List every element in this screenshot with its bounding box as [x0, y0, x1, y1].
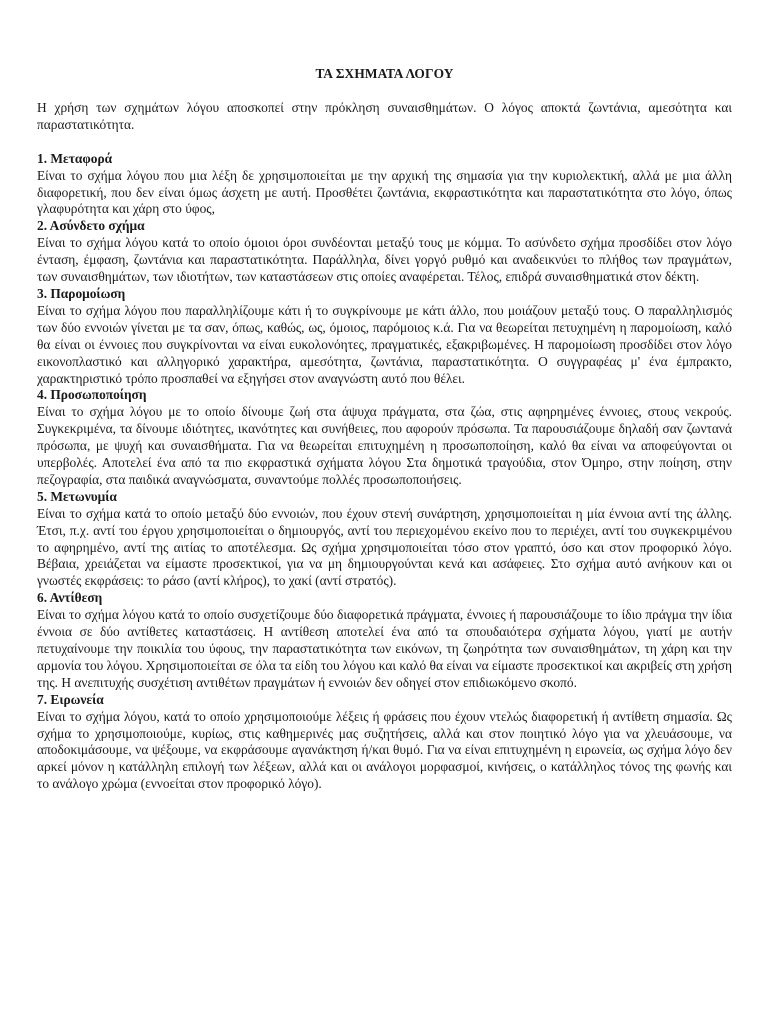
section-heading: 5. Μετωνυμία — [37, 488, 117, 504]
section-heading: 3. Παρομοίωση — [37, 285, 126, 301]
section-heading: 6. Αντίθεση — [37, 590, 103, 606]
section-paromoiosi — [37, 286, 732, 387]
section-metonymia — [37, 489, 732, 590]
section-body: Είναι το σχήμα λόγου, κατά το οποίο χρησιμοποιούμε λέξεις ή φράσεις που έχουν ντελώς διαφορετική ή αντίθετη σημασία. Ως σχήμα το χρησιμοποιούμε, κυρίως, στις καθημερινές μας συζητήσεις, αλλά και στον ποιητικό λόγο για να χλευάσουμε, να αποδοκιμάσουμε, να ψέξουμε, να εκφράσουμε αγανάκτηση ή/και θυμό. Για να είναι επιτυχημένη η ειρωνεία, ως σχήμα λόγο δεν αρκεί μόνον η κατάλληλη επιλογή των λέξεων, αλλά και οι ανάλογοι μορφασμοί, κινήσεις, ο κατάλληλος τόνος της φωνής και το ανάλογο χρώμα (εννοείται στον προφορικό λόγο). — [37, 708, 732, 792]
section-heading: 1. Μεταφορά — [37, 150, 113, 166]
section-body: Είναι το σχήμα λόγου κατά το οποίο όμοιοι όροι συνδέονται μεταξύ τους με κόμμα. Το ασύνδετο σχήμα προσδίδει στον λόγο ένταση, έμφαση, ζωντάνια και παραστατικότητα. Παράλληλα, δίνει γοργό ρυθμό και αναδεικνύει το πλήθος των πραγμάτων, των συναισθημάτων, των ιδιοτήτων, των καταστάσεων στις οποίες αναφέρεται. Τέλος, επιδρά συναισθηματικά στον δέκτη. — [37, 235, 732, 285]
section-body: Είναι το σχήμα κατά το οποίο μεταξύ δύο εννοιών, που έχουν στενή συνάρτηση, χρησιμοποιείται η μία έννοια αντί της άλλης. Έτσι, π.χ. αντί του έργου χρησιμοποιείται ο δημιουργός, αντί του περιεχομένου εκείνο που το περιέχει, αντί του συγκεκριμένου το αφηρημένο, αντί της αιτίας το αποτέλεσμα. Ως σχήμα χρησιμοποιείται τόσο στον γραπτό, όσο και στον προφορικό λόγο. Βέβαια, χρειάζεται να είμαστε προσεκτικοί, για να μη δημιουργούνται κενά και ασάφειες. Στο σχήμα αυτό ανήκουν και οι γνωστές εκφράσεις: το ράσο (αντί κλήρος), το χακί (αντί στρατός). — [37, 505, 732, 589]
section-eironeia — [37, 692, 732, 793]
document-intro: Η χρήση των σχημάτων λόγου αποσκοπεί στην πρόκληση συναισθημάτων. Ο λόγος αποκτά ζωντάνια, αμεσότητα και παραστατικότητα. — [37, 99, 732, 132]
section-asyndeto — [37, 218, 732, 286]
section-heading: 7. Ειρωνεία — [37, 691, 104, 707]
section-body: Είναι το σχήμα λόγου με το οποίο δίνουμε ζωή στα άψυχα πράγματα, στα ζώα, στις αφηρημένες έννοιες, στους νεκρούς. Συγκεκριμένα, τα δίνουμε ιδιότητες, ικανότητες και συνήθειες, που αφορούν πρόσωπα. Τα παρουσιάζουμε δηλαδή σαν ζωντανά πρόσωπα, με ψυχή και συναισθήματα. Για να θεωρείται επιτυχημένη η προσωποποίηση, καλό θα είναι να αποφεύγονται οι υπερβολές. Αποτελεί ένα από τα πιο εκφραστικά σχήματα λόγου Στα δημοτικά τραγούδια, στον Όμηρο, στην ποίηση, στην πεζογραφία, στα παιδικά αναγνώσματα, συναντούμε πολλές προσωποποιήσεις. — [37, 404, 732, 487]
section-body: Είναι το σχήμα λόγου που μια λέξη δε χρησιμοποιείται με την αρχική της σημασία για την κυριολεκτική, αλλά με μια άλλη διαφορετική, που δεν είναι όμως άσχετη με αυτή. Προσθέτει ζωντάνια, εκφραστικότητα και παραστατικότητα στο λόγο, όπως γλαφυρότητα και χάρη στο ύφος, — [37, 167, 732, 217]
section-prosopopoiisi — [37, 387, 732, 488]
section-antithesi — [37, 590, 732, 691]
document-title: ΤΑ ΣΧΗΜΑΤΑ ΛΟΓΟΥ — [315, 66, 454, 81]
section-body: Είναι το σχήμα λόγου κατά το οποίο συσχετίζουμε δύο διαφορετικά πράγματα, έννοιες ή παρουσιάζουμε το ίδιο πράγμα την ίδια έννοια σε δύο αντίθετες καταστάσεις. Η αντίθεση αποτελεί ένα από τα σπουδαιότερα σχήματα λόγου, γιατί με αυτήν πετυχαίνουμε την ποικιλία του ύφους, την παραστατικότητα των εικόνων, τη ζωηρότητα των συναισθημάτων, τη χάρη και την αρμονία του λόγου. Χρησιμοποιείται σε όλα τα είδη του λόγου και καλό θα είναι να είμαστε προσεκτικοί και ακριβείς στη χρήση της. Η ανεπιτυχής συσχέτιση αντιθέτων πραγμάτων ή εννοιών δεν οδηγεί στον επιδιωκόμενο σκοπό. — [37, 607, 732, 690]
section-heading: 2. Ασύνδετο σχήμα — [37, 218, 145, 234]
section-heading: 4. Προσωποποίηση — [37, 387, 147, 403]
section-metafora — [37, 151, 732, 219]
section-body: Είναι το σχήμα λόγου που παραλληλίζουμε κάτι ή το συγκρίνουμε με κάτι άλλο, που μοιάζουν μεταξύ τους. Ο παραλληλισμός των δύο εννοιών γίνεται με τα σαν, όπως, καθώς, ως, όμοιος, παρόμοιος κ.ά. Για να θεωρείται πετυχημένη η παρομοίωση, καλό θα είναι οι έννοιες που συγκρίνονται να είναι ευκολονόητες, πραγματικές, εξακριβωμένες. Η παρομοίωση προσδίδει στον λόγο εικονοπλαστικό και αλληγορικό χαρακτήρα, αμεσότητα, ζωντάνια, παραστατικότητα. Ο συγγραφέας μ' ένα έμπρακτο, χαρακτηριστικό τρόπο προσπαθεί να εξηγήσει στον αναγνώστη αυτό που θέλει. — [37, 302, 732, 386]
